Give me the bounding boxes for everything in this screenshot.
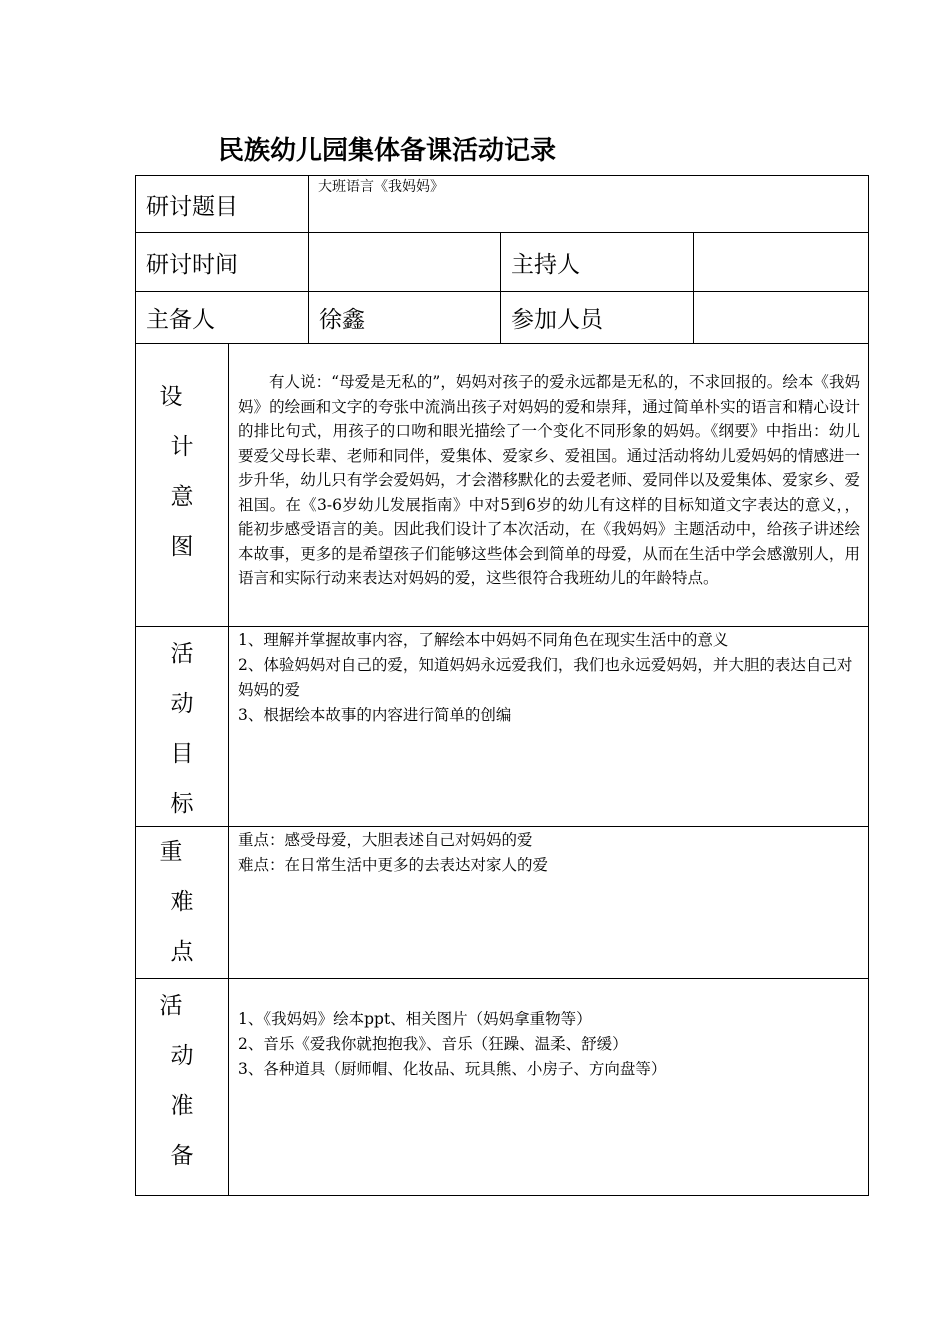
key-points-label [136, 827, 229, 979]
time-value [309, 233, 501, 292]
goals-label [136, 627, 229, 827]
preparation-label-char: 准 [170, 1093, 194, 1119]
preparer-row [136, 292, 869, 344]
time-row [136, 233, 869, 292]
topic-row [136, 176, 869, 233]
goals-label-char: 活 [170, 641, 194, 667]
design-intent-label-char: 设 [159, 384, 183, 410]
host-label: 主持人 [501, 233, 694, 292]
participants-label: 参加人员 [501, 292, 694, 344]
design-intent-label-char: 意 [170, 484, 194, 510]
preparation-label [136, 979, 229, 1196]
list-item: 2、音乐《爱我你就抱抱我》、音乐（狂躁、温柔、舒缓） [238, 1035, 628, 1053]
preparation-list [229, 979, 869, 1196]
design-intent-label-char: 图 [170, 534, 194, 560]
host-value [694, 233, 869, 292]
goals-label-char: 动 [170, 691, 194, 717]
goals-row [136, 627, 869, 827]
key-points-row [136, 827, 869, 979]
goals-list [229, 627, 869, 827]
time-label: 研讨时间 [136, 233, 309, 292]
goals-label-char: 目 [170, 741, 194, 767]
preparation-label-char: 动 [170, 1043, 194, 1069]
list-item: 1、《我妈妈》绘本ppt、相关图片（妈妈拿重物等） [238, 1010, 592, 1028]
key-points-label-char: 重 [159, 839, 183, 865]
topic-label: 研讨题目 [136, 176, 309, 233]
key-points-label-char: 点 [170, 939, 194, 965]
preparation-label-char: 活 [159, 993, 183, 1019]
goals-label-char: 标 [170, 791, 194, 817]
list-item: 3、各种道具（厨师帽、化妆品、玩具熊、小房子、方向盘等） [238, 1060, 667, 1078]
list-item: 重点：感受母爱，大胆表述自己对妈妈的爱 [238, 831, 533, 849]
list-item: 2、体验妈妈对自己的爱，知道妈妈永远爱我们，我们也永远爱妈妈，并大胆的表达自己对妈妈的爱 [238, 656, 853, 699]
design-intent-text: 有人说：“母爱是无私的”，妈妈对孩子的爱永远都是无私的，不求回报的。绘本《我妈妈》的绘画和文字的夸张中流淌出孩子对妈妈的爱和崇拜，通过简单朴实的语言和精心设计的排比句式，用孩子的口吻和眼光描绘了一个变化不同形象的妈妈。《纲要》中指出：幼儿要爱父母长辈、老师和同伴，爱集体、爱家乡、爱祖国。通过活动将幼儿爱妈妈的情感进一步升华，幼儿只有学会爱妈妈，才会潜移默化的去爱老师、爱同伴以及爱集体、爱家乡、爱祖国。在《3-6岁幼儿发展指南》中对5到6岁的幼儿有这样的目标知道文字表达的意义，，能初步感受语言的美。因此我们设计了本次活动，在《我妈妈》主题活动中，给孩子讲述绘本故事，更多的是希望孩子们能够这些体会到简单的母爱，从而在生活中学会感激别人，用语言和实际行动来表达对妈妈的爱，这些很符合我班幼儿的年龄特点。 [229, 344, 869, 627]
participants-value [694, 292, 869, 344]
list-item: 3、根据绘本故事的内容进行简单的创编 [238, 706, 512, 724]
design-intent-label-char: 计 [170, 434, 194, 460]
design-intent-label [136, 344, 229, 627]
key-points-list [229, 827, 869, 979]
record-table [135, 175, 869, 1196]
preparation-row [136, 979, 869, 1196]
list-item: 难点：在日常生活中更多的去表达对家人的爱 [238, 856, 549, 874]
list-item: 1、理解并掌握故事内容，了解绘本中妈妈不同角色在现实生活中的意义 [238, 631, 729, 649]
design-intent-row [136, 344, 869, 627]
page-title: 民族幼儿园集体备课活动记录 [218, 136, 557, 166]
key-points-label-char: 难 [170, 889, 194, 915]
preparation-label-char: 备 [170, 1143, 194, 1169]
topic-value: 大班语言《我妈妈》 [309, 176, 869, 233]
preparer-value: 徐鑫 [309, 292, 501, 344]
preparer-label: 主备人 [136, 292, 309, 344]
